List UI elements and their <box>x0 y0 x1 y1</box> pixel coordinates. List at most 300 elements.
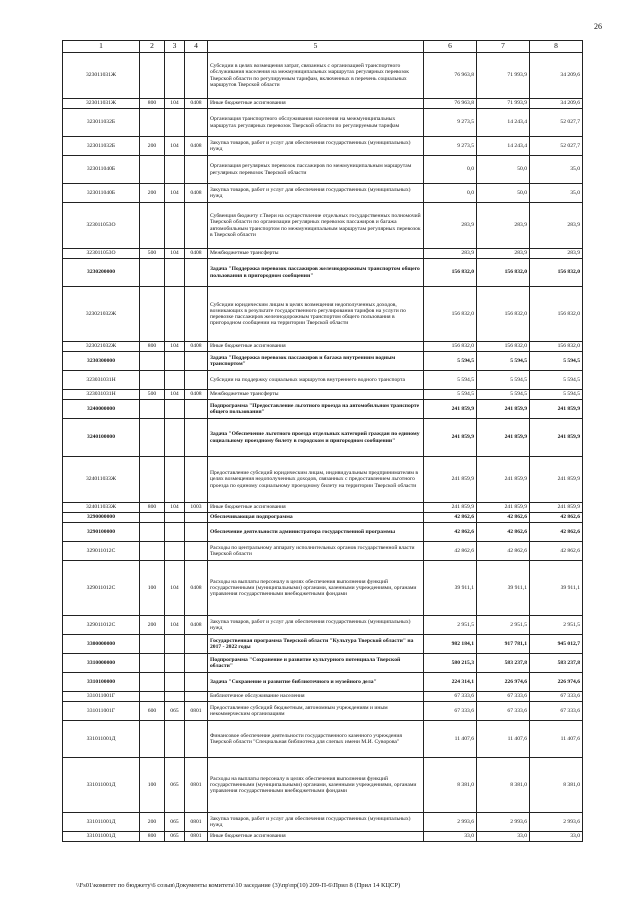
department-cell <box>165 371 185 390</box>
amount-2021-cell: 39 911,1 <box>477 561 530 616</box>
code-cell: 323011040Б <box>63 156 140 184</box>
description-cell: Иные бюджетные ассигнования <box>208 99 424 109</box>
description-cell: Подпрограмма "Сохранение и развитие культурного потенциала Тверской области" <box>208 654 424 673</box>
amount-2020-cell: 224 314,1 <box>424 673 477 692</box>
code-cell: 331011001Д <box>63 758 140 813</box>
amount-2021-cell: 50,0 <box>477 156 530 184</box>
header-cell: 8 <box>530 41 583 53</box>
amount-2020-cell: 9 273,5 <box>424 137 477 156</box>
department-cell <box>165 523 185 542</box>
code-cell: 3290000000 <box>63 513 140 523</box>
amount-2021-cell: 156 832,0 <box>477 287 530 342</box>
amount-2020-cell: 67 333,6 <box>424 692 477 702</box>
section-cell <box>185 457 208 503</box>
table-row <box>63 758 583 813</box>
section-cell: 0408 <box>185 137 208 156</box>
expense-type-cell: 100 <box>140 561 165 616</box>
department-cell <box>165 53 185 99</box>
department-cell: 065 <box>165 813 185 832</box>
amount-2021-cell: 583 237,8 <box>477 654 530 673</box>
amount-2021-cell: 241 859,9 <box>477 419 530 457</box>
amount-2020-cell: 0,0 <box>424 184 477 203</box>
amount-2022-cell: 156 832,0 <box>530 259 583 287</box>
description-cell: Закупка товаров, работ и услуг для обеспечения государственных (муниципальных) нужд <box>208 184 424 203</box>
expense-type-cell: 800 <box>140 342 165 352</box>
amount-2020-cell: 33,0 <box>424 832 477 842</box>
expense-type-cell <box>140 259 165 287</box>
amount-2020-cell: 11 407,6 <box>424 721 477 758</box>
description-cell: Задача "Сохранение и развитие библиотечного и музейного дела" <box>208 673 424 692</box>
amount-2022-cell: 156 832,0 <box>530 342 583 352</box>
amount-2022-cell: 42 862,6 <box>530 523 583 542</box>
department-cell <box>165 259 185 287</box>
amount-2020-cell: 39 911,1 <box>424 561 477 616</box>
department-cell: 104 <box>165 561 185 616</box>
description-cell: Расходы на выплаты персоналу в целях обеспечения выполнения функций государственными (муниципальными) органами, казенными учреждениями, органами управления государственными внебюджетными фондами <box>208 561 424 616</box>
code-cell: 3310000000 <box>63 654 140 673</box>
section-cell <box>185 419 208 457</box>
expense-type-cell: 800 <box>140 99 165 109</box>
header-cell: 6 <box>424 41 477 53</box>
amount-2022-cell: 5 594,5 <box>530 390 583 400</box>
amount-2021-cell: 917 781,1 <box>477 635 530 654</box>
amount-2022-cell: 945 012,7 <box>530 635 583 654</box>
section-cell <box>185 109 208 137</box>
code-cell: 323021032Ж <box>63 287 140 342</box>
amount-2020-cell: 8 381,0 <box>424 758 477 813</box>
department-cell <box>165 109 185 137</box>
amount-2021-cell: 14 243,4 <box>477 109 530 137</box>
amount-2021-cell: 42 862,6 <box>477 513 530 523</box>
amount-2022-cell: 156 832,0 <box>530 287 583 342</box>
table-row <box>63 156 583 184</box>
department-cell: 065 <box>165 702 185 721</box>
amount-2022-cell: 67 333,6 <box>530 692 583 702</box>
amount-2020-cell: 982 184,1 <box>424 635 477 654</box>
page-number: 26 <box>594 22 602 31</box>
expense-type-cell <box>140 513 165 523</box>
table-row <box>63 287 583 342</box>
expense-type-cell <box>140 673 165 692</box>
amount-2022-cell: 2 993,6 <box>530 813 583 832</box>
department-cell <box>165 287 185 342</box>
amount-2022-cell: 11 407,6 <box>530 721 583 758</box>
table-row <box>63 184 583 203</box>
code-cell: 323031031Н <box>63 390 140 400</box>
department-cell: 065 <box>165 758 185 813</box>
amount-2021-cell: 241 859,9 <box>477 400 530 419</box>
table-row <box>63 342 583 352</box>
department-cell: 104 <box>165 99 185 109</box>
expense-type-cell <box>140 692 165 702</box>
table-row <box>63 53 583 99</box>
code-cell: 3240000000 <box>63 400 140 419</box>
code-cell: 323011053О <box>63 203 140 249</box>
department-cell <box>165 156 185 184</box>
description-cell: Обеспечение деятельности администратора государственной программы <box>208 523 424 542</box>
department-cell <box>165 513 185 523</box>
file-path-footer: \\Fs01\комитет по бюджету\6 созыв\Документы комитета\10 заседание (3)\пр\пр(10) 209-П-6\Прил 8 (Прил 14 КЦСР) <box>76 882 401 889</box>
amount-2020-cell: 283,9 <box>424 249 477 259</box>
amount-2021-cell: 156 832,0 <box>477 342 530 352</box>
description-cell: Библиотечное обслуживание населения <box>208 692 424 702</box>
table-row <box>63 523 583 542</box>
amount-2021-cell: 14 243,4 <box>477 137 530 156</box>
header-cell: 7 <box>477 41 530 53</box>
description-cell: Подпрограмма "Предоставление льготного проезда на автомобильном транспорте общего пользования" <box>208 400 424 419</box>
description-cell: Иные бюджетные ассигнования <box>208 832 424 842</box>
code-cell: 3290100000 <box>63 523 140 542</box>
code-cell: 331011001Г <box>63 702 140 721</box>
amount-2022-cell: 42 862,6 <box>530 542 583 561</box>
amount-2021-cell: 241 859,9 <box>477 457 530 503</box>
amount-2021-cell: 50,0 <box>477 184 530 203</box>
table-row <box>63 513 583 523</box>
section-cell: 0801 <box>185 758 208 813</box>
table-row <box>63 259 583 287</box>
section-cell: 0408 <box>185 561 208 616</box>
table-row <box>63 635 583 654</box>
amount-2021-cell: 71 993,9 <box>477 53 530 99</box>
description-cell: Предоставление субсидий бюджетным, автономным учреждениям и иным некоммерческим организациям <box>208 702 424 721</box>
expense-type-cell: 100 <box>140 758 165 813</box>
table-row <box>63 654 583 673</box>
table-row <box>63 352 583 371</box>
expense-type-cell: 200 <box>140 813 165 832</box>
amount-2020-cell: 67 333,6 <box>424 702 477 721</box>
expense-type-cell <box>140 457 165 503</box>
expense-type-cell: 200 <box>140 616 165 635</box>
department-cell <box>165 654 185 673</box>
department-cell <box>165 721 185 758</box>
amount-2020-cell: 156 832,0 <box>424 342 477 352</box>
amount-2022-cell: 241 859,9 <box>530 457 583 503</box>
code-cell: 323011053О <box>63 249 140 259</box>
description-cell: Государственная программа Тверской области "Культура Тверской области" на 2017 - 2022 годы <box>208 635 424 654</box>
expense-type-cell <box>140 721 165 758</box>
section-cell <box>185 513 208 523</box>
amount-2022-cell: 5 594,5 <box>530 371 583 390</box>
expense-type-cell: 800 <box>140 832 165 842</box>
table-row <box>63 371 583 390</box>
department-cell <box>165 673 185 692</box>
table-row <box>63 561 583 616</box>
code-cell: 323031031Н <box>63 371 140 390</box>
section-cell <box>185 53 208 99</box>
department-cell: 104 <box>165 184 185 203</box>
expense-type-cell <box>140 352 165 371</box>
description-cell: Предоставление субсидий юридическим лицам, индивидуальным предпринимателям в целях возмещения недополученных доходов, связанных с предоставлением льготного проезда по единому социальному проездному билету на территории Тверской области <box>208 457 424 503</box>
expense-type-cell: 600 <box>140 702 165 721</box>
description-cell: Задача "Поддержка перевозок пассажиров и багажа внутренним водным транспортом" <box>208 352 424 371</box>
section-cell <box>185 203 208 249</box>
department-cell: 104 <box>165 390 185 400</box>
table-row <box>63 249 583 259</box>
table-row <box>63 721 583 758</box>
code-cell: 323011031Ж <box>63 99 140 109</box>
section-cell <box>185 635 208 654</box>
amount-2022-cell: 67 333,6 <box>530 702 583 721</box>
section-cell <box>185 523 208 542</box>
description-cell: Межбюджетные трансферты <box>208 390 424 400</box>
amount-2021-cell: 2 951,5 <box>477 616 530 635</box>
description-cell: Закупка товаров, работ и услуг для обеспечения государственных (муниципальных) нужд <box>208 813 424 832</box>
code-cell: 331011001Г <box>63 692 140 702</box>
amount-2020-cell: 42 862,6 <box>424 523 477 542</box>
amount-2021-cell: 5 594,5 <box>477 390 530 400</box>
section-cell <box>185 542 208 561</box>
amount-2021-cell: 67 333,6 <box>477 692 530 702</box>
amount-2022-cell: 283,9 <box>530 249 583 259</box>
description-cell: Организация транспортного обслуживания населения на межмуниципальных маршрутах регулярных перевозок Тверской области по регулируемым тарифам <box>208 109 424 137</box>
section-cell: 0408 <box>185 616 208 635</box>
amount-2020-cell: 5 594,5 <box>424 390 477 400</box>
description-cell: Задача "Обеспечение льготного проезда отдельных категорий граждан по единому социальному проездному билету в городском и пригородном сообщении" <box>208 419 424 457</box>
department-cell <box>165 692 185 702</box>
amount-2020-cell: 283,9 <box>424 203 477 249</box>
amount-2022-cell: 34 209,6 <box>530 53 583 99</box>
amount-2020-cell: 76 963,8 <box>424 99 477 109</box>
amount-2022-cell: 39 911,1 <box>530 561 583 616</box>
table-row <box>63 542 583 561</box>
table-row <box>63 400 583 419</box>
code-cell: 3300000000 <box>63 635 140 654</box>
table-row <box>63 503 583 513</box>
amount-2020-cell: 2 951,5 <box>424 616 477 635</box>
description-cell: Задача "Поддержка перевозок пассажиров железнодорожным транспортом общего пользования в пригородном сообщении" <box>208 259 424 287</box>
description-cell: Иные бюджетные ассигнования <box>208 503 424 513</box>
amount-2020-cell: 5 594,5 <box>424 371 477 390</box>
section-cell: 0408 <box>185 184 208 203</box>
amount-2022-cell: 33,0 <box>530 832 583 842</box>
code-cell: 323011032Б <box>63 109 140 137</box>
description-cell: Организация регулярных перевозок пассажиров по межмуниципальным маршрутам регулярных перевозок Тверской области <box>208 156 424 184</box>
amount-2022-cell: 8 381,0 <box>530 758 583 813</box>
table-row <box>63 832 583 842</box>
section-cell <box>185 692 208 702</box>
description-cell: Обеспечивающая подпрограмма <box>208 513 424 523</box>
expense-type-cell: 200 <box>140 184 165 203</box>
header-row <box>63 41 583 53</box>
table-row <box>63 616 583 635</box>
header-cell: 4 <box>185 41 208 53</box>
amount-2021-cell: 283,9 <box>477 203 530 249</box>
section-cell: 1003 <box>185 503 208 513</box>
code-cell: 331011001Д <box>63 721 140 758</box>
section-cell <box>185 259 208 287</box>
amount-2022-cell: 52 027,7 <box>530 137 583 156</box>
code-cell: 324011033Ж <box>63 457 140 503</box>
amount-2020-cell: 76 963,8 <box>424 53 477 99</box>
expense-type-cell: 800 <box>140 503 165 513</box>
amount-2020-cell: 156 832,0 <box>424 259 477 287</box>
department-cell <box>165 352 185 371</box>
amount-2022-cell: 42 862,6 <box>530 513 583 523</box>
department-cell: 065 <box>165 832 185 842</box>
description-cell: Расходы на выплаты персоналу в целях обеспечения выполнения функций государственными (муниципальными) органами, казенными учреждениями, органами управления государственными внебюджетными фондами <box>208 758 424 813</box>
header-cell: 2 <box>140 41 165 53</box>
code-cell: 3230300000 <box>63 352 140 371</box>
expense-type-cell <box>140 400 165 419</box>
department-cell <box>165 400 185 419</box>
amount-2020-cell: 241 859,9 <box>424 419 477 457</box>
expense-type-cell <box>140 419 165 457</box>
expense-type-cell <box>140 287 165 342</box>
expense-type-cell: 200 <box>140 137 165 156</box>
table-row <box>63 390 583 400</box>
amount-2021-cell: 156 832,0 <box>477 259 530 287</box>
amount-2020-cell: 156 832,0 <box>424 287 477 342</box>
amount-2022-cell: 241 859,9 <box>530 419 583 457</box>
amount-2020-cell: 0,0 <box>424 156 477 184</box>
section-cell <box>185 721 208 758</box>
amount-2021-cell: 71 993,9 <box>477 99 530 109</box>
amount-2021-cell: 42 862,6 <box>477 523 530 542</box>
amount-2020-cell: 2 993,6 <box>424 813 477 832</box>
header-cell: 3 <box>165 41 185 53</box>
section-cell: 0801 <box>185 702 208 721</box>
department-cell <box>165 457 185 503</box>
expense-type-cell: 500 <box>140 390 165 400</box>
amount-2021-cell: 8 381,0 <box>477 758 530 813</box>
code-cell: 329011012С <box>63 561 140 616</box>
department-cell <box>165 542 185 561</box>
code-cell: 324011033Ж <box>63 503 140 513</box>
expense-type-cell <box>140 654 165 673</box>
section-cell <box>185 654 208 673</box>
amount-2022-cell: 226 974,6 <box>530 673 583 692</box>
section-cell <box>185 400 208 419</box>
section-cell: 0408 <box>185 249 208 259</box>
department-cell <box>165 203 185 249</box>
amount-2020-cell: 5 594,5 <box>424 352 477 371</box>
section-cell <box>185 371 208 390</box>
header-cell: 1 <box>63 41 140 53</box>
amount-2021-cell: 33,0 <box>477 832 530 842</box>
expense-type-cell <box>140 109 165 137</box>
department-cell: 104 <box>165 342 185 352</box>
description-cell: Финансовое обеспечение деятельности государственного казенного учреждения Тверской области "Специальная библиотека для слепых имени М.И. Суворова" <box>208 721 424 758</box>
expense-type-cell <box>140 542 165 561</box>
code-cell: 323011031Ж <box>63 53 140 99</box>
amount-2021-cell: 241 859,9 <box>477 503 530 513</box>
amount-2021-cell: 226 974,6 <box>477 673 530 692</box>
code-cell: 323021032Ж <box>63 342 140 352</box>
department-cell <box>165 419 185 457</box>
amount-2020-cell: 580 215,3 <box>424 654 477 673</box>
code-cell: 329011012С <box>63 542 140 561</box>
expense-type-cell <box>140 203 165 249</box>
header-cell: 5 <box>208 41 424 53</box>
section-cell <box>185 352 208 371</box>
code-cell: 323011032Б <box>63 137 140 156</box>
expense-type-cell: 500 <box>140 249 165 259</box>
description-cell: Субсидии юридическим лицам в целях возмещения недополученных доходов, возникающих в результате государственного регулирования тарифов на услуги по перевозке пассажиров железнодорожным транспортом общего пользования в пригородном сообщении на территории Тверской области <box>208 287 424 342</box>
table-row <box>63 813 583 832</box>
amount-2021-cell: 5 594,5 <box>477 352 530 371</box>
section-cell: 0408 <box>185 342 208 352</box>
amount-2021-cell: 5 594,5 <box>477 371 530 390</box>
description-cell: Закупка товаров, работ и услуг для обеспечения государственных (муниципальных) нужд <box>208 616 424 635</box>
description-cell: Субсидии на поддержку социальных маршрутов внутреннего водного транспорта <box>208 371 424 390</box>
amount-2022-cell: 5 594,5 <box>530 352 583 371</box>
amount-2021-cell: 42 862,6 <box>477 542 530 561</box>
amount-2022-cell: 241 859,9 <box>530 400 583 419</box>
section-cell: 0408 <box>185 99 208 109</box>
expense-type-cell <box>140 156 165 184</box>
section-cell <box>185 156 208 184</box>
amount-2022-cell: 283,9 <box>530 203 583 249</box>
amount-2020-cell: 42 862,6 <box>424 542 477 561</box>
amount-2022-cell: 35,0 <box>530 184 583 203</box>
amount-2022-cell: 34 209,6 <box>530 99 583 109</box>
expense-type-cell <box>140 53 165 99</box>
amount-2022-cell: 52 027,7 <box>530 109 583 137</box>
expense-type-cell <box>140 635 165 654</box>
description-cell: Иные бюджетные ассигнования <box>208 342 424 352</box>
amount-2022-cell: 583 237,8 <box>530 654 583 673</box>
expense-type-cell <box>140 523 165 542</box>
table-row <box>63 702 583 721</box>
section-cell <box>185 287 208 342</box>
code-cell: 331011001Д <box>63 832 140 842</box>
description-cell: Субвенция бюджету г.Твери на осуществление отдельных государственных полномочий Тверской области по организации регулярных перевозок пассажиров и багажа автомобильным транспортом по межмуниципальным маршрутам регулярных перевозок в Тверской области <box>208 203 424 249</box>
department-cell: 104 <box>165 503 185 513</box>
amount-2021-cell: 67 333,6 <box>477 702 530 721</box>
amount-2022-cell: 2 951,5 <box>530 616 583 635</box>
amount-2020-cell: 42 862,6 <box>424 513 477 523</box>
section-cell: 0801 <box>185 813 208 832</box>
table-row <box>63 673 583 692</box>
amount-2020-cell: 9 273,5 <box>424 109 477 137</box>
amount-2020-cell: 241 859,9 <box>424 457 477 503</box>
amount-2022-cell: 35,0 <box>530 156 583 184</box>
amount-2021-cell: 283,9 <box>477 249 530 259</box>
department-cell: 104 <box>165 249 185 259</box>
section-cell <box>185 673 208 692</box>
code-cell: 3230200000 <box>63 259 140 287</box>
table-row <box>63 203 583 249</box>
expense-type-cell <box>140 371 165 390</box>
code-cell: 323011040Б <box>63 184 140 203</box>
description-cell: Расходы по центральному аппарату исполнительных органов государственной власти Тверской области <box>208 542 424 561</box>
description-cell: Субсидии в целях возмещения затрат, связанных с организацией транспортного обслуживания населения на межмуниципальных маршрутах регулярных перевозок Тверской области по регулируемым тарифам, включенных в перечень социальных маршрутов Тверской области <box>208 53 424 99</box>
table-row <box>63 419 583 457</box>
table-row <box>63 109 583 137</box>
amount-2020-cell: 241 859,9 <box>424 400 477 419</box>
amount-2022-cell: 241 859,9 <box>530 503 583 513</box>
department-cell: 104 <box>165 137 185 156</box>
table-row <box>63 692 583 702</box>
section-cell: 0801 <box>185 832 208 842</box>
code-cell: 3240100000 <box>63 419 140 457</box>
code-cell: 329011012С <box>63 616 140 635</box>
amount-2021-cell: 11 407,6 <box>477 721 530 758</box>
department-cell: 104 <box>165 616 185 635</box>
table-row <box>63 137 583 156</box>
table-row <box>63 457 583 503</box>
section-cell: 0408 <box>185 390 208 400</box>
department-cell <box>165 635 185 654</box>
amount-2020-cell: 241 859,9 <box>424 503 477 513</box>
amount-2021-cell: 2 993,6 <box>477 813 530 832</box>
budget-table <box>62 40 583 842</box>
description-cell: Закупка товаров, работ и услуг для обеспечения государственных (муниципальных) нужд <box>208 137 424 156</box>
table-row <box>63 99 583 109</box>
code-cell: 331011001Д <box>63 813 140 832</box>
description-cell: Межбюджетные трансферты <box>208 249 424 259</box>
code-cell: 3310100000 <box>63 673 140 692</box>
